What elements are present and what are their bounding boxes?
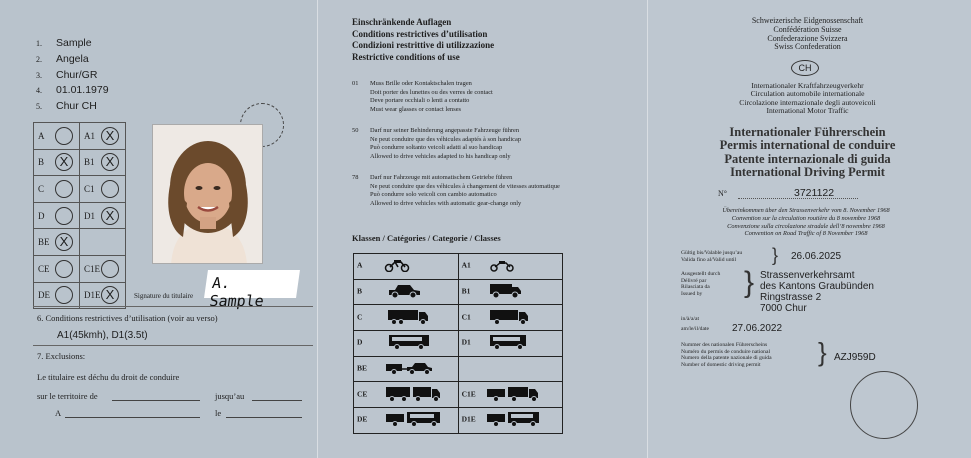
- confederation-header: [700, 17, 915, 52]
- exclusion-territory-label: sur le territoire de: [37, 391, 98, 401]
- cat-cell: [34, 149, 80, 176]
- text-line: Doit porter des lunettes ou des verres de contact: [370, 88, 493, 96]
- text-line: Ausgestellt durch: [681, 271, 721, 277]
- personal-row: [36, 99, 109, 115]
- issued-by-value: [760, 270, 874, 314]
- cat-mark: X: [55, 233, 73, 251]
- number-label: N°: [718, 189, 727, 198]
- cat-cell: [34, 202, 80, 229]
- cat-cell: [34, 282, 80, 309]
- text-line: A1: [461, 261, 471, 271]
- cat-mark: [55, 207, 73, 225]
- text-line: 01: [352, 80, 359, 87]
- class-cell: [354, 254, 459, 280]
- date-of-birth: 01.01.1979: [56, 84, 109, 97]
- text-line: B: [38, 157, 45, 168]
- text-line: Internationaler Kraftfahrzeugverkehr: [751, 81, 864, 90]
- class-cell: [354, 331, 459, 357]
- cat-cell: [79, 202, 125, 229]
- signature-label: Signature du titulaire: [134, 292, 194, 300]
- cat-cell: [34, 255, 80, 282]
- divider: [33, 306, 313, 307]
- place-of-birth: Chur/GR: [56, 68, 98, 81]
- number-line: [738, 198, 858, 199]
- text-line: Darf nur seiner Behinderung angepasste Fahrzeuge führen: [370, 127, 520, 134]
- cat-mark: X: [101, 207, 119, 225]
- text-line: Issued by: [681, 290, 703, 297]
- text-line: Confédération Suisse: [773, 24, 842, 34]
- cat-mark: X: [101, 286, 119, 304]
- text-line: CE: [357, 389, 368, 399]
- class-cell: [354, 305, 459, 331]
- text-line: Convenzione sulla circolazione stradale dell’8 novembre 1968: [727, 222, 885, 230]
- cat-cell: [79, 176, 125, 203]
- text-line: International Driving Permit: [730, 165, 885, 180]
- text-line: Condizioni restrittive di utilizzazione: [352, 40, 495, 50]
- text-line: D: [38, 210, 45, 221]
- text-line: C: [38, 183, 45, 194]
- issued-by-label: [681, 271, 720, 297]
- restrictions-title: [352, 17, 494, 63]
- text-line: B1: [461, 286, 471, 296]
- text-line: A: [38, 130, 45, 141]
- holder-photo: [152, 124, 263, 264]
- text-line: A: [357, 261, 363, 271]
- restriction-50: [352, 127, 642, 161]
- exclusion-place-label: A: [55, 408, 62, 418]
- minibus-icon: [489, 334, 527, 352]
- brace-icon: }: [772, 245, 779, 265]
- classes-title: Klassen / Catégories / Categorie / Classes: [352, 233, 501, 243]
- text-line: Può condurre solo veicoli con cambio automatico: [370, 191, 497, 199]
- valid-until-value: 26.06.2025: [791, 251, 842, 262]
- issue-date-value: 27.06.2022: [732, 323, 783, 334]
- cat-mark: X: [55, 153, 73, 171]
- text-line: Convention sur la circulation routière du 8 novembre 1968: [731, 214, 881, 222]
- personal-row: [36, 68, 109, 84]
- domestic-permit-label: [681, 342, 772, 368]
- blank-line: [226, 417, 302, 418]
- class-cell: [354, 382, 459, 408]
- restriction-78: [352, 174, 642, 208]
- given-name: Angela: [56, 52, 89, 65]
- text-line: Darf nur Fahrzeuge mit automatischem Getriebe führen: [370, 174, 513, 181]
- class-cell: [458, 305, 562, 331]
- text-line: Patente internazionale di guida: [724, 151, 891, 166]
- text-line: Deve portare occhiali o lenti a contatto: [370, 97, 470, 105]
- text-line: Swiss Confederation: [774, 42, 841, 52]
- text-line: Muss Brille oder Kontaktschalen tragen: [370, 80, 472, 87]
- cat-mark: X: [101, 153, 119, 171]
- text-line: Internationaler Führerschein: [729, 125, 886, 139]
- text-line: DE: [357, 415, 368, 425]
- car-trailer-icon: [385, 361, 433, 377]
- text-line: International Motor Traffic: [766, 106, 849, 116]
- text-line: Permis international de conduire: [719, 138, 896, 153]
- motor-traffic-header: [700, 82, 915, 116]
- text-line: C1: [83, 183, 95, 194]
- text-line: 7000 Chur: [760, 303, 807, 314]
- text-line: Übereinkommen über den Strassenverkehr vom 8. November 1968: [722, 207, 890, 214]
- text-line: A1: [83, 130, 95, 141]
- text-line: 4.: [36, 86, 42, 96]
- text-line: Può condurre soltanto veicoli adatti al suo handicap: [370, 144, 503, 152]
- exclusion-text: Le titulaire est déchu du droit de conduire: [37, 372, 180, 382]
- text-line: 2.: [36, 54, 42, 64]
- text-line: D1: [83, 210, 95, 221]
- cat-mark: [55, 127, 73, 145]
- cat-cell: [79, 255, 125, 282]
- holder-signature: A. Sample: [204, 270, 300, 298]
- text-line: CE: [38, 263, 50, 274]
- divider: [33, 345, 313, 346]
- text-line: Allowed to drive vehicles adapted to his handicap only: [370, 152, 511, 160]
- bus-trailer-icon: [385, 411, 441, 429]
- text-line: Must wear glasses or contact lenses: [370, 105, 462, 113]
- text-line: Number of domestic driving permit: [681, 361, 761, 368]
- text-line: C1E: [461, 389, 476, 399]
- text-line: Strassenverkehrsamt: [760, 270, 855, 281]
- truck-icon: [387, 309, 429, 327]
- cat-mark: X: [101, 127, 119, 145]
- text-line: Conditions restrictives d’utilisation: [352, 28, 488, 39]
- text-line: Ringstrasse 2: [760, 292, 822, 303]
- country-code-oval: CH: [791, 60, 819, 76]
- cat-cell: [34, 229, 80, 256]
- text-line: D1E: [83, 290, 101, 301]
- text-line: Gültig bis/Valable jusqu’au: [681, 250, 743, 256]
- light-truck-icon: [489, 309, 529, 327]
- cat-mark: [55, 260, 73, 278]
- text-line: D: [357, 338, 363, 348]
- text-line: C1E: [83, 263, 100, 274]
- blank-line: [252, 400, 302, 401]
- text-line: Allowed to drive vehicles with automatic gear-change only: [370, 199, 522, 207]
- cat-mark: [55, 286, 73, 304]
- permit-number: 3721122: [794, 187, 835, 199]
- brace-icon: }: [744, 266, 755, 299]
- personal-row: [36, 52, 109, 68]
- text-line: B1: [83, 157, 95, 168]
- class-cell: [458, 254, 562, 280]
- surname: Sample: [56, 37, 92, 49]
- text-line: BE: [357, 363, 368, 373]
- text-line: D1E: [461, 415, 476, 425]
- text-line: in/à/a/at: [681, 316, 700, 322]
- personal-row: [36, 83, 109, 99]
- text-line: Ne peut conduire que des véhicules à changement de vitesses automatique: [370, 182, 560, 190]
- cat-cell: [79, 149, 125, 176]
- cat-mark: [101, 260, 119, 278]
- restriction-01: [352, 80, 642, 114]
- blank-line: [112, 400, 200, 401]
- permit-title: [690, 126, 925, 180]
- class-cell: [354, 279, 459, 305]
- text-line: Circulation automobile internationale: [750, 89, 865, 99]
- cat-mark: [101, 180, 119, 198]
- text-line: des Kantons Graubünden: [760, 281, 874, 292]
- exclusions-label: 7. Exclusions:: [37, 351, 86, 361]
- classes-grid: [353, 253, 563, 434]
- personal-data-list: [36, 36, 109, 115]
- text-line: C1: [461, 312, 471, 322]
- issue-date-label: [681, 316, 709, 332]
- exclusion-date-label: le: [215, 408, 222, 418]
- text-line: Numero della patente nazionale di guida: [681, 355, 772, 362]
- class-cell: [458, 279, 562, 305]
- text-line: Confederazione Svizzera: [767, 33, 848, 43]
- blank-line: [65, 417, 200, 418]
- car-icon: [387, 284, 421, 300]
- cat-cell-empty: [79, 229, 125, 256]
- stamp-circle: [850, 371, 918, 439]
- text-line: 5.: [36, 102, 42, 112]
- text-line: Rilasciata da: [681, 284, 710, 291]
- text-line: am/le/il/date: [681, 325, 709, 332]
- text-line: Schweizerische Eidgenossenschaft: [751, 16, 864, 25]
- convention-text: [676, 207, 936, 238]
- cat-cell: [34, 176, 80, 203]
- cat-cell: [79, 123, 125, 150]
- bus-icon: [388, 334, 430, 352]
- truck-trailer-icon: [385, 386, 441, 404]
- text-line: DE: [38, 290, 50, 301]
- conditions-label: 6. Conditions restrictives d’utilisation (voir au verso): [37, 313, 218, 323]
- text-line: Valida fino al/Valid until: [681, 256, 737, 263]
- text-line: D1: [461, 338, 471, 348]
- class-cell: [354, 356, 459, 382]
- text-line: Einschränkende Auflagen: [352, 17, 452, 27]
- text-line: Convention on Road Traffic of 8 November 1968: [744, 230, 868, 238]
- text-line: 3.: [36, 70, 42, 80]
- cat-cell: [34, 123, 80, 150]
- text-line: Délivré par: [681, 277, 707, 284]
- text-line: Restrictive conditions of use: [352, 51, 460, 62]
- text-line: 1.: [36, 39, 42, 48]
- class-cell: [354, 408, 459, 434]
- class-cell-empty: [458, 356, 562, 382]
- motorcycle-icon: [384, 258, 410, 274]
- valid-until-label: [681, 250, 742, 263]
- text-line: Ne peut conduire que des véhicules adaptés à son handicap: [370, 135, 522, 143]
- text-line: C: [357, 312, 363, 322]
- light-truck-trailer-icon: [486, 386, 540, 404]
- light-motorcycle-icon: [489, 258, 515, 274]
- residence: Chur CH: [56, 100, 97, 113]
- text-line: BE: [38, 237, 50, 248]
- minibus-trailer-icon: [486, 411, 540, 429]
- exclusion-until-label: jusqu’au: [215, 391, 245, 401]
- brace-icon: }: [818, 337, 827, 367]
- portrait-image: [153, 125, 263, 264]
- cat-mark: [55, 180, 73, 198]
- text-line: Numéro du permis de conduire national: [681, 348, 771, 355]
- class-cell: [458, 331, 562, 357]
- text-line: 78: [352, 174, 359, 181]
- text-line: Nummer des nationalen Führerscheins: [681, 342, 768, 348]
- personal-row: [36, 36, 109, 52]
- conditions-value: A1(45kmh), D1(3.5t): [57, 330, 148, 341]
- text-line: Circolazione internazionale degli autoveicoli: [739, 97, 876, 107]
- quad-vehicle-icon: [488, 283, 522, 301]
- text-line: B: [357, 286, 363, 296]
- cat-cell: [79, 282, 125, 309]
- class-cell: [458, 408, 562, 434]
- class-cell: [458, 382, 562, 408]
- domestic-permit-value: AZJ959D: [834, 352, 876, 363]
- text-line: 50: [352, 127, 359, 134]
- category-grid: [33, 122, 126, 309]
